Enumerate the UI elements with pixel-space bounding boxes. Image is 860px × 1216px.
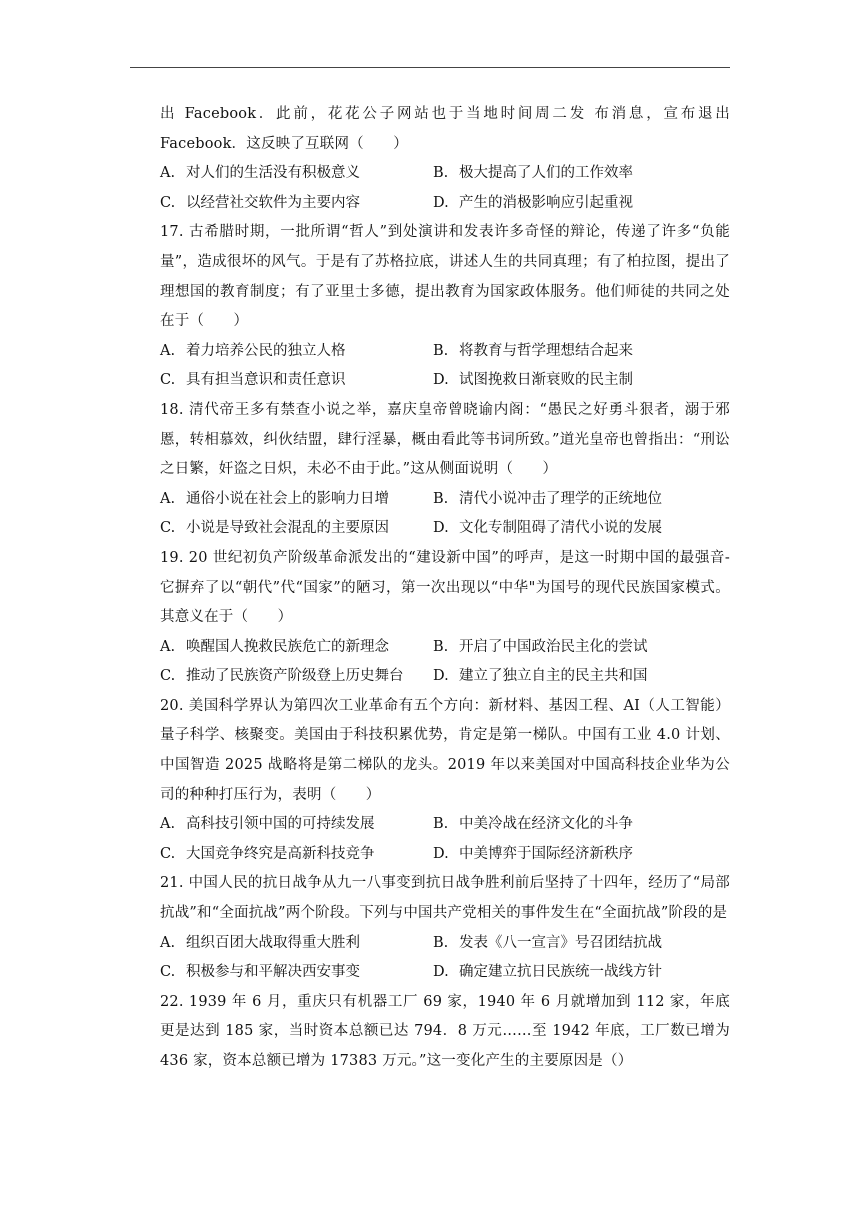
option-a: A. 组织百团大战取得重大胜利 (160, 934, 360, 951)
question-stem: 17. 古希腊时期，一批所谓“哲人”到处演讲和发表许多奇怪的辩论，传递了许多“负能量”，造成很坏的风气。于是有了苏格拉底，讲述人生的共同真理；有了柏拉图，提出了理想国的教育制度；有了亚里士多德，提出教育为国家政体服务。他们师徒的共同之处在于（ ） (160, 224, 730, 330)
exam-page-content (160, 100, 730, 1077)
question-stem: 20. 美国科学界认为第四次工业革命有五个方向：新材料、基因工程、AI（人工智能）量子科学、核聚变。美国由于科技积累优势，肯定是第一梯队。中国有工业 4.0 计划、中国智造 2025 战略将是第二梯队的龙头。2019 年以来美国对中国高科技企业华为公司的种种打压行为，表明（ ） (160, 697, 730, 803)
question-stem: 19. 20 世纪初负产阶级革命派发出的“建设新中国”的呼声，是这一时期中国的最强音-它摒弃了以“朝代”代“国家”的陋习，第一次出现以“中华"为国号的现代民族国家模式。其意义在于（ ） (160, 549, 730, 626)
option-b: B. 清代小说冲击了理学的正统地位 (433, 490, 662, 507)
question-stem: 出 Facebook．此前，花花公子网站也于当地时间周二发 布消息，宣布退出 Facebook．这反映了互联网（ ） (160, 106, 730, 152)
option-b: B. 中美冷战在经济文化的斗争 (433, 816, 633, 833)
option-a: A. 着力培养公民的独立人格 (160, 342, 346, 359)
option-c: C. 大国竞争终究是高新科技竞争 (160, 845, 375, 862)
option-a: A. 高科技引领中国的可持续发展 (160, 816, 375, 833)
option-c: C. 以经营社交软件为主要内容 (160, 194, 360, 211)
option-b: B. 将教育与哲学理想结合起来 (433, 342, 633, 359)
question-stem: 21. 中国人民的抗日战争从九一八事变到抗日战争胜利前后坚持了十四年，经历了“局部抗战”和“全面抗战”两个阶段。下列与中国共产党相关的事件发生在“全面抗战”阶段的是 (160, 875, 730, 922)
option-a: A. 对人们的生活没有积极意义 (160, 165, 360, 182)
option-list (160, 929, 730, 988)
option-list (160, 159, 730, 218)
header-rule (130, 67, 730, 68)
option-b: B. 极大提高了人们的工作效率 (433, 165, 633, 182)
question-17 (160, 218, 730, 396)
option-list (160, 337, 730, 396)
question-18 (160, 396, 730, 544)
option-list (160, 810, 730, 869)
question-stem: 18. 清代帝王多有禁查小说之举，嘉庆皇帝曾晓谕内阁：“愚民之好勇斗狠者，溺于邪慝，转相慕效，纠伙结盟，肆行淫暴，概由看此等书词所致。”道光皇帝也曾指出：“刑讼之日繁，奸盗之日炽，未必不由于此。”这从侧面说明（ ） (160, 401, 730, 478)
question-19 (160, 544, 730, 692)
option-d: D. 确定建立抗日民族统一战线方针 (433, 964, 662, 981)
question-16 (160, 100, 730, 218)
option-a: A. 唤醒国人挽救民族危亡的新理念 (160, 638, 389, 655)
option-list (160, 485, 730, 544)
option-c: C. 具有担当意识和责任意识 (160, 372, 346, 389)
question-21 (160, 869, 730, 987)
option-c: C. 小说是导致社会混乱的主要原因 (160, 520, 389, 537)
question-stem: 22. 1939 年 6 月，重庆只有机器工厂 69 家，1940 年 6 月就增加到 112 家，年底更是达到 185 家，当时资本总额已达 794．8 万元……至 1942 年底，工厂数已增为 436 家，资本总额已增为 17383 万元。”这一变化产生的主要原因是（） (160, 993, 730, 1069)
option-d: D. 建立了独立自主的民主共和国 (433, 668, 648, 685)
question-20 (160, 692, 730, 870)
option-b: B. 发表《八一宣言》号召团结抗战 (433, 934, 662, 951)
option-d: D. 中美博弈于国际经济新秩序 (433, 845, 633, 862)
option-a: A. 通俗小说在社会上的影响力日增 (160, 490, 389, 507)
option-d: D. 文化专制阻碍了清代小说的发展 (433, 520, 662, 537)
option-c: C. 积极参与和平解决西安事变 (160, 964, 360, 981)
option-d: D. 产生的消极影响应引起重视 (433, 194, 633, 211)
option-d: D. 试图挽救日渐衰败的民主制 (433, 372, 633, 389)
option-c: C. 推动了民族资产阶级登上历史舞台 (160, 668, 404, 685)
option-list (160, 633, 730, 692)
option-b: B. 开启了中国政治民主化的尝试 (433, 638, 648, 655)
question-22 (160, 988, 730, 1077)
